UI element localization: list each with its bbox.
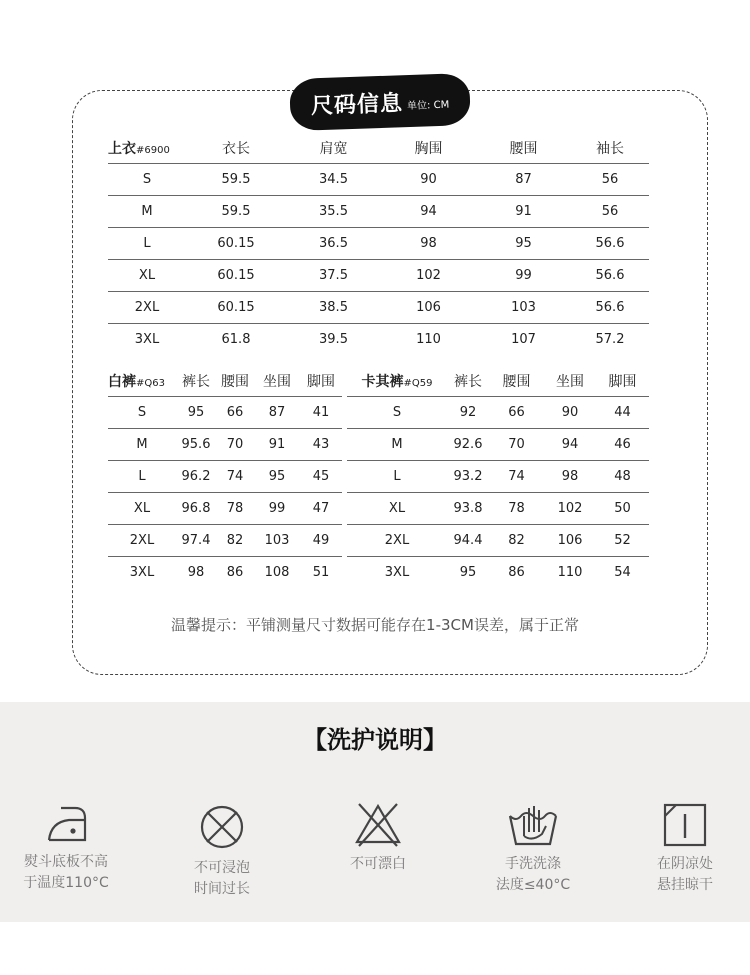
table-cell: 56 bbox=[571, 164, 649, 196]
table-cell: S bbox=[108, 164, 186, 196]
table-row bbox=[108, 461, 342, 493]
header-cell: 肩宽 bbox=[286, 133, 381, 164]
table-cell: XL bbox=[347, 493, 447, 525]
table-cell: 99 bbox=[254, 493, 300, 525]
care-item-label: 熨斗底板不高 于温度110°C bbox=[23, 854, 109, 891]
header-cell: 卡其裤#Q59 bbox=[347, 366, 447, 397]
table-row bbox=[108, 164, 649, 196]
table-cell: 98 bbox=[544, 461, 596, 493]
table-cell: 90 bbox=[381, 164, 476, 196]
table-cell: 49 bbox=[300, 525, 342, 557]
table-cell: 47 bbox=[300, 493, 342, 525]
table-cell: 54 bbox=[614, 565, 631, 580]
table-cell: 86 bbox=[226, 565, 244, 580]
table-cell: 78 bbox=[489, 493, 544, 525]
table-cell: 90 bbox=[544, 397, 596, 429]
table-cell: 59.5 bbox=[186, 164, 286, 196]
measurement-tip: 温馨提示：平铺测量尺寸数据可能存在1-3CM误差，属于正常 bbox=[171, 616, 579, 634]
header-cell: 脚围 bbox=[596, 366, 649, 397]
header-cell: 裤长 bbox=[447, 366, 489, 397]
table-cell: 41 bbox=[300, 397, 342, 429]
care-item-line-dry-shade bbox=[625, 802, 745, 896]
table-cell: 91 bbox=[254, 429, 300, 461]
table-cell: 34.5 bbox=[286, 164, 381, 196]
table-cell: 70 bbox=[216, 429, 254, 461]
table-cell: 51 bbox=[312, 565, 330, 580]
table-cell: 95 bbox=[459, 565, 477, 580]
table-cell: 66 bbox=[489, 397, 544, 429]
care-item-hand-wash bbox=[473, 802, 593, 896]
table-cell: 82 bbox=[216, 525, 254, 557]
table-cell: 93.8 bbox=[447, 493, 489, 525]
table-cell: 103 bbox=[254, 525, 300, 557]
white-pants-size-table bbox=[108, 366, 342, 588]
table-cell: 48 bbox=[596, 461, 649, 493]
table-row bbox=[347, 493, 649, 525]
table-cell: 2XL bbox=[108, 525, 176, 557]
table-cell: 107 bbox=[511, 332, 536, 347]
care-item-label: 在阴凉处 悬挂晾干 bbox=[657, 856, 713, 893]
table-cell: 98 bbox=[381, 228, 476, 260]
size-info-title: 尺码信息 bbox=[310, 90, 404, 119]
table-cell: M bbox=[108, 196, 186, 228]
table-cell: 36.5 bbox=[286, 228, 381, 260]
table-row bbox=[108, 196, 649, 228]
line-dry-shade-icon bbox=[662, 802, 708, 848]
table-row bbox=[108, 397, 342, 429]
table-cell: 95 bbox=[476, 228, 571, 260]
table-row bbox=[108, 557, 342, 589]
table-cell: 86 bbox=[508, 565, 525, 580]
table-cell: 87 bbox=[254, 397, 300, 429]
header-cell: 坐围 bbox=[544, 366, 596, 397]
table-cell: 108 bbox=[264, 565, 290, 580]
table-row bbox=[108, 260, 649, 292]
care-section bbox=[0, 702, 750, 922]
table-cell: 95 bbox=[176, 397, 216, 429]
header-cell: 腰围 bbox=[476, 133, 571, 164]
table-cell: 60.15 bbox=[186, 228, 286, 260]
table-cell: 96.8 bbox=[176, 493, 216, 525]
table-cell: 98 bbox=[187, 565, 205, 580]
table-cell: 95.6 bbox=[176, 429, 216, 461]
table-row bbox=[108, 228, 649, 260]
table-cell: 3XL bbox=[384, 565, 410, 580]
table-cell: 35.5 bbox=[286, 196, 381, 228]
care-item-iron bbox=[6, 802, 126, 894]
hand-wash-icon bbox=[506, 802, 560, 848]
table-cell: 82 bbox=[489, 525, 544, 557]
table-row bbox=[347, 397, 649, 429]
no-bleach-icon bbox=[353, 802, 403, 848]
table-cell: 2XL bbox=[347, 525, 447, 557]
size-info-badge bbox=[289, 73, 471, 131]
care-item-label: 不可浸泡 时间过长 bbox=[194, 860, 250, 897]
header-cell: 袖长 bbox=[571, 133, 649, 164]
header-cell: 脚围 bbox=[300, 366, 342, 397]
table-cell: 59.5 bbox=[186, 196, 286, 228]
table-cell: 110 bbox=[557, 565, 583, 580]
table-cell: 78 bbox=[216, 493, 254, 525]
table-cell: 91 bbox=[476, 196, 571, 228]
table-cell: 56 bbox=[571, 196, 649, 228]
table-row bbox=[108, 429, 342, 461]
header-cell: 腰围 bbox=[489, 366, 544, 397]
table-row bbox=[108, 493, 342, 525]
table-header-row bbox=[108, 133, 649, 164]
table-cell: 102 bbox=[381, 260, 476, 292]
table-cell: S bbox=[108, 397, 176, 429]
table-cell: 106 bbox=[381, 292, 476, 324]
table-cell: 87 bbox=[476, 164, 571, 196]
table-cell: 102 bbox=[544, 493, 596, 525]
table-cell: 56.6 bbox=[571, 292, 649, 324]
table-cell: 43 bbox=[300, 429, 342, 461]
table-cell: 61.8 bbox=[221, 332, 251, 347]
table-cell: 110 bbox=[416, 332, 441, 347]
table-row bbox=[347, 557, 649, 589]
table-cell: 103 bbox=[476, 292, 571, 324]
care-title: 【洗护说明】 bbox=[303, 726, 447, 754]
table-cell: 3XL bbox=[129, 565, 155, 580]
table-cell: 74 bbox=[489, 461, 544, 493]
header-cell: 腰围 bbox=[216, 366, 254, 397]
table-cell: 97.4 bbox=[176, 525, 216, 557]
table-cell: 37.5 bbox=[286, 260, 381, 292]
iron-icon bbox=[41, 802, 91, 846]
table-row bbox=[347, 461, 649, 493]
unit-label: 单位: CM bbox=[406, 99, 450, 112]
table-cell: L bbox=[108, 228, 186, 260]
table-row bbox=[108, 324, 649, 356]
table-cell: 70 bbox=[489, 429, 544, 461]
care-item-no-bleach bbox=[318, 802, 438, 875]
table-cell: 94 bbox=[544, 429, 596, 461]
table-cell: XL bbox=[108, 260, 186, 292]
table-cell: 60.15 bbox=[186, 260, 286, 292]
table-cell: 106 bbox=[544, 525, 596, 557]
table-cell: 56.6 bbox=[571, 228, 649, 260]
table-header-row bbox=[108, 366, 342, 397]
table-cell: 94 bbox=[381, 196, 476, 228]
table-row bbox=[347, 525, 649, 557]
table-cell: 93.2 bbox=[447, 461, 489, 493]
table-row bbox=[108, 525, 342, 557]
table-cell: XL bbox=[108, 493, 176, 525]
table-cell: 96.2 bbox=[176, 461, 216, 493]
top-size-table bbox=[108, 133, 649, 355]
table-cell: 39.5 bbox=[319, 332, 348, 347]
table-cell: 60.15 bbox=[186, 292, 286, 324]
care-item-label: 手洗洗涤 法度≤40°C bbox=[495, 856, 571, 893]
table-cell: L bbox=[108, 461, 176, 493]
header-cell: 坐围 bbox=[254, 366, 300, 397]
table-cell: 56.6 bbox=[571, 260, 649, 292]
table-cell: 94.4 bbox=[447, 525, 489, 557]
table-cell: 92.6 bbox=[447, 429, 489, 461]
table-row bbox=[108, 292, 649, 324]
table-cell: 46 bbox=[596, 429, 649, 461]
table-cell: M bbox=[347, 429, 447, 461]
table-cell: L bbox=[347, 461, 447, 493]
header-cell: 白裤#Q63 bbox=[108, 366, 176, 397]
table-cell: 2XL bbox=[108, 292, 186, 324]
table-cell: 92 bbox=[447, 397, 489, 429]
header-cell: 胸围 bbox=[381, 133, 476, 164]
table-cell: S bbox=[347, 397, 447, 429]
khaki-pants-size-table bbox=[347, 366, 649, 588]
header-cell: 裤长 bbox=[176, 366, 216, 397]
no-soak-icon bbox=[197, 802, 247, 852]
table-cell: 3XL bbox=[134, 332, 160, 347]
table-cell: 99 bbox=[476, 260, 571, 292]
table-cell: 66 bbox=[216, 397, 254, 429]
table-cell: 50 bbox=[596, 493, 649, 525]
table-cell: M bbox=[108, 429, 176, 461]
care-item-label: 不可漂白 bbox=[350, 856, 406, 872]
header-cell: 上衣#6900 bbox=[108, 133, 186, 164]
table-cell: 95 bbox=[254, 461, 300, 493]
table-cell: 74 bbox=[216, 461, 254, 493]
table-row bbox=[347, 429, 649, 461]
care-item-no-soak bbox=[162, 802, 282, 900]
table-cell: 45 bbox=[300, 461, 342, 493]
header-cell: 衣长 bbox=[186, 133, 286, 164]
table-header-row bbox=[347, 366, 649, 397]
table-cell: 44 bbox=[596, 397, 649, 429]
table-cell: 57.2 bbox=[595, 332, 625, 347]
table-cell: 52 bbox=[596, 525, 649, 557]
table-cell: 38.5 bbox=[286, 292, 381, 324]
